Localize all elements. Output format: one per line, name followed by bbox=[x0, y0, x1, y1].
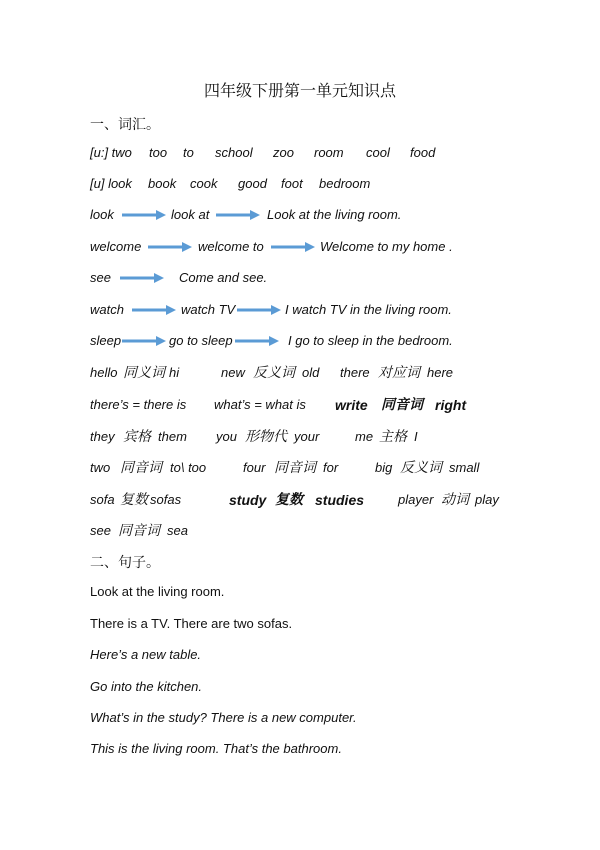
word: them bbox=[158, 429, 187, 444]
word: new bbox=[221, 365, 245, 380]
word: your bbox=[294, 429, 320, 444]
word: player bbox=[398, 492, 434, 507]
page-title: 四年级下册第一单元知识点 bbox=[203, 81, 396, 100]
word: there’s = there is bbox=[90, 397, 187, 412]
word: to bbox=[183, 145, 194, 160]
word: [u:] two bbox=[90, 145, 132, 160]
sentence: Welcome to my home . bbox=[320, 239, 453, 254]
word: right bbox=[435, 397, 467, 413]
relation-label: 宾格 bbox=[123, 429, 151, 445]
word: study bbox=[229, 492, 267, 508]
word: here bbox=[427, 365, 454, 380]
right-arrow-icon bbox=[271, 241, 315, 253]
word: cook bbox=[190, 176, 218, 191]
word: see bbox=[90, 270, 111, 285]
sentence: Come and see. bbox=[179, 270, 268, 285]
word: go to sleep bbox=[169, 333, 233, 348]
relation-label: 反义词 bbox=[253, 365, 295, 381]
word: me bbox=[355, 429, 374, 444]
relation-label: 形物代 bbox=[245, 429, 287, 445]
right-arrow-icon bbox=[235, 335, 279, 347]
word: watch bbox=[90, 302, 124, 317]
word: room bbox=[314, 145, 344, 160]
relation-label: 同音词 bbox=[118, 523, 160, 539]
right-arrow-icon bbox=[148, 241, 192, 253]
sentence: Look at the living room. bbox=[267, 207, 402, 222]
word: sofas bbox=[150, 492, 182, 507]
word: welcome to bbox=[198, 239, 264, 254]
section-vocabulary-heading: 一、词汇。 bbox=[90, 117, 160, 133]
sentence-line: Here’s a new table. bbox=[90, 647, 202, 662]
word: zoo bbox=[273, 145, 294, 160]
word: they bbox=[90, 429, 115, 444]
word: play bbox=[475, 492, 499, 507]
relation-label: 对应词 bbox=[378, 365, 420, 381]
word: cool bbox=[366, 145, 390, 160]
word: for bbox=[323, 460, 339, 475]
word: food bbox=[410, 145, 436, 160]
word: watch TV bbox=[181, 302, 236, 317]
relation-label: 同义词 bbox=[123, 365, 165, 381]
word: sea bbox=[167, 523, 188, 538]
word: small bbox=[449, 460, 480, 475]
sentence-line: Go into the kitchen. bbox=[90, 679, 203, 694]
word: see bbox=[90, 523, 111, 538]
word: school bbox=[215, 145, 253, 160]
right-arrow-icon bbox=[122, 335, 166, 347]
relation-label: 复数 bbox=[120, 492, 148, 508]
word: there bbox=[340, 365, 370, 380]
word: write bbox=[335, 397, 368, 413]
sentence-line: What’s in the study? There is a new computer. bbox=[90, 710, 357, 725]
right-arrow-icon bbox=[132, 304, 176, 316]
word: foot bbox=[281, 176, 303, 191]
relation-label: 同音词 bbox=[120, 460, 162, 476]
word: what’s = what is bbox=[214, 397, 306, 412]
word: too bbox=[149, 145, 168, 160]
sentence: I go to sleep in the bedroom. bbox=[288, 333, 453, 348]
word: to\ too bbox=[170, 460, 207, 475]
relation-label: 同音词 bbox=[381, 397, 423, 413]
right-arrow-icon bbox=[216, 209, 260, 221]
word: sleep bbox=[90, 333, 122, 348]
word: good bbox=[238, 176, 267, 191]
relation-label: 动词 bbox=[441, 492, 469, 508]
word: look at bbox=[171, 207, 210, 222]
word: hello bbox=[90, 365, 118, 380]
relation-label: 反义词 bbox=[400, 460, 442, 476]
section-sentences-heading: 二、句子。 bbox=[90, 555, 160, 571]
word: you bbox=[216, 429, 237, 444]
relation-label: 主格 bbox=[379, 429, 407, 445]
sentence-line: Look at the living room. bbox=[90, 584, 225, 599]
word: I bbox=[414, 429, 418, 444]
word: hi bbox=[169, 365, 180, 380]
word: book bbox=[148, 176, 177, 191]
word: [u] look bbox=[90, 176, 132, 191]
right-arrow-icon bbox=[122, 209, 166, 221]
word: studies bbox=[315, 492, 365, 508]
relation-label: 复数 bbox=[275, 492, 303, 508]
sentence-line: There is a TV. There are two sofas. bbox=[90, 616, 293, 631]
word: two bbox=[90, 460, 111, 475]
sentence-line: This is the living room. That’s the bathroom. bbox=[90, 741, 342, 756]
word: welcome bbox=[90, 239, 142, 254]
word: look bbox=[90, 207, 114, 222]
relation-label: 同音词 bbox=[274, 460, 316, 476]
word: big bbox=[375, 460, 393, 475]
word: old bbox=[302, 365, 320, 380]
right-arrow-icon bbox=[237, 304, 281, 316]
word: bedroom bbox=[319, 176, 371, 191]
right-arrow-icon bbox=[120, 272, 164, 284]
sentence: I watch TV in the living room. bbox=[285, 302, 452, 317]
word: four bbox=[243, 460, 266, 475]
word: sofa bbox=[90, 492, 115, 507]
